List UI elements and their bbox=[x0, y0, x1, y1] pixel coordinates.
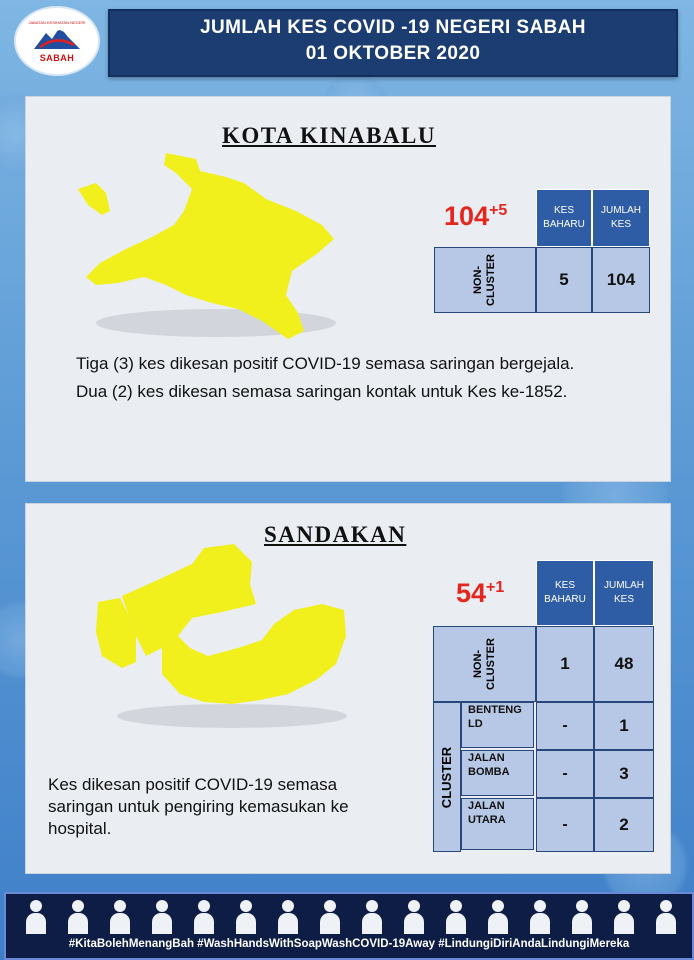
cluster-new: - bbox=[536, 750, 594, 798]
header-text: BAHARU bbox=[544, 594, 586, 605]
frontliner-icons bbox=[26, 898, 676, 934]
cluster-total: 3 bbox=[594, 750, 654, 798]
officer-icon bbox=[320, 898, 340, 934]
graduate-icon bbox=[656, 898, 676, 934]
page-header bbox=[108, 9, 678, 77]
child-icon bbox=[404, 898, 424, 934]
logo-tagline: JABATAN KESIHATAN NEGERI bbox=[28, 19, 86, 25]
header-text: JUMLAH bbox=[600, 205, 641, 216]
cluster-name-text: BOMBA bbox=[468, 766, 510, 778]
kk-total-cell: 104 bbox=[592, 247, 650, 313]
woman-icon bbox=[236, 898, 256, 934]
sabah-health-logo bbox=[14, 6, 100, 76]
sandakan-map bbox=[92, 544, 362, 734]
police-icon bbox=[530, 898, 550, 934]
cluster-group-label bbox=[433, 702, 461, 852]
col-header-total bbox=[592, 189, 650, 247]
logo-text: SABAH bbox=[39, 52, 75, 63]
worker-icon bbox=[110, 898, 130, 934]
cluster-total: 1 bbox=[594, 702, 654, 750]
col-header-total bbox=[594, 560, 654, 626]
header-text: KES bbox=[553, 205, 574, 216]
page-title: JUMLAH KES COVID -19 NEGERI SABAH bbox=[200, 17, 586, 38]
sdk-paragraph: Kes dikesan positif COVID-19 semasa saringan untuk pengiring kemasukan ke hospital. bbox=[48, 775, 349, 838]
cluster-name-text: BENTENG bbox=[468, 704, 522, 716]
firefighter-icon bbox=[488, 898, 508, 934]
kk-total: 104 bbox=[444, 201, 490, 231]
sdk-total-highlight bbox=[456, 578, 504, 609]
footer-banner bbox=[4, 892, 694, 960]
kk-total-highlight bbox=[444, 201, 507, 232]
cluster-name bbox=[461, 798, 534, 850]
kk-paragraph-2: Dua (2) kes dikesan semasa saringan kontak untuk Kes ke-1852. bbox=[76, 382, 568, 401]
teacher-icon bbox=[614, 898, 634, 934]
family-icon bbox=[362, 898, 382, 934]
kota-kinabalu-map bbox=[66, 153, 366, 343]
doctor-icon bbox=[26, 898, 46, 934]
kk-description bbox=[76, 353, 656, 409]
header-text: KES bbox=[613, 594, 634, 605]
row-label-text: CLUSTER bbox=[484, 254, 497, 306]
nurse-icon bbox=[152, 898, 172, 934]
cluster-label-text: CLUSTER bbox=[439, 746, 455, 808]
sdk-description bbox=[48, 774, 398, 846]
row-label-noncluster bbox=[434, 247, 536, 313]
sdk-new: +1 bbox=[486, 579, 505, 596]
row-label-text: CLUSTER bbox=[484, 638, 497, 690]
header-text: BAHARU bbox=[543, 219, 585, 230]
header-text: KES bbox=[610, 219, 631, 230]
hashtags: #KitaBolehMenangBah #WashHandsWithSoapWashCOVID-19Away #LindungiDiriAndaLindungiMereka bbox=[68, 938, 630, 950]
sandakan-panel bbox=[25, 503, 671, 874]
chef-icon bbox=[68, 898, 88, 934]
soldier-icon bbox=[278, 898, 298, 934]
kota-kinabalu-panel bbox=[25, 96, 671, 482]
sdk-noncluster-total: 48 bbox=[594, 626, 654, 702]
cluster-new: - bbox=[536, 798, 594, 852]
cluster-total: 2 bbox=[594, 798, 654, 852]
cluster-name-text: JALAN bbox=[468, 752, 505, 764]
col-header-new bbox=[536, 560, 594, 626]
engineer-icon bbox=[194, 898, 214, 934]
cluster-name bbox=[461, 702, 534, 748]
kk-new-cell: 5 bbox=[536, 247, 592, 313]
cluster-name-text: LD bbox=[468, 718, 483, 730]
col-header-new bbox=[536, 189, 592, 247]
pilot-icon bbox=[446, 898, 466, 934]
farmer-icon bbox=[572, 898, 592, 934]
mountain-icon bbox=[34, 25, 80, 51]
kk-paragraph-1: Tiga (3) kes dikesan positif COVID-19 semasa saringan bergejala. bbox=[76, 354, 575, 373]
cluster-name bbox=[461, 750, 534, 796]
row-label-text: NON- bbox=[471, 265, 484, 295]
kk-new: +5 bbox=[489, 202, 508, 219]
sdk-noncluster-new: 1 bbox=[536, 626, 594, 702]
row-label-noncluster bbox=[433, 626, 536, 702]
page-date: 01 OKTOBER 2020 bbox=[305, 43, 481, 64]
cluster-new: - bbox=[536, 702, 594, 750]
cluster-name-text: JALAN bbox=[468, 800, 505, 812]
sdk-total: 54 bbox=[456, 578, 487, 608]
header-text: KES bbox=[554, 580, 575, 591]
header-text: JUMLAH bbox=[603, 580, 644, 591]
district-title: SANDAKAN bbox=[264, 522, 407, 547]
row-label-text: NON- bbox=[471, 649, 484, 679]
district-title: KOTA KINABALU bbox=[222, 123, 436, 148]
cluster-name-text: UTARA bbox=[468, 814, 506, 826]
